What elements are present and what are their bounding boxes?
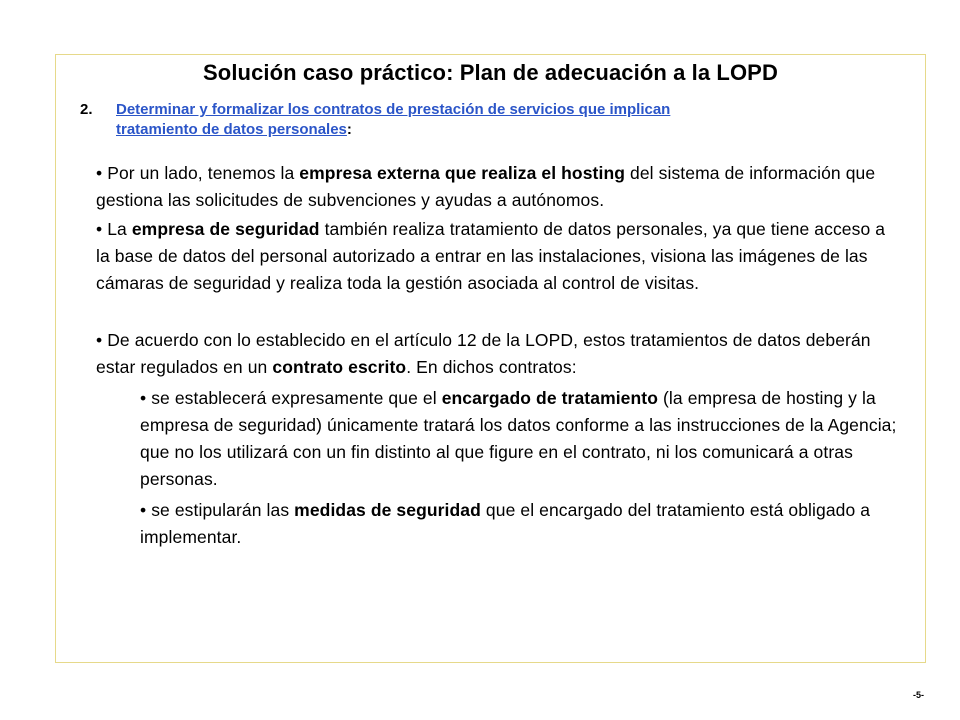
paragraph-seguridad	[96, 216, 896, 297]
text-run: también realiza tratamiento de datos personales, ya que tiene acceso a la base de datos del personal autorizado a entrar en las instalaciones, visiona las imágenes de las cámaras de seguridad y realiza toda la gestión asociada al control de visitas.	[96, 219, 886, 293]
bold-run: encargado de tratamiento	[441, 388, 659, 408]
subparagraph-medidas	[140, 497, 900, 551]
section-title	[116, 100, 820, 140]
text-run: (la empresa de hosting y la empresa de seguridad) únicamente tratará los datos conforme a las instrucciones de la Agencia; que no los utilizará con un fin distinto al que figure en el contrato, ni los comunicará a otras personas.	[140, 388, 897, 489]
bullet: •	[96, 219, 103, 239]
bullet: •	[96, 163, 103, 183]
section-title-line1[interactable]: Determinar y formalizar los contratos de prestación de servicios que implican	[116, 101, 671, 118]
subparagraph-encargado	[140, 385, 900, 493]
text-run: se estipularán las	[146, 500, 295, 520]
bold-run: empresa externa que realiza el hosting	[299, 163, 626, 183]
text-run: La	[102, 219, 132, 239]
bold-run: contrato escrito	[272, 357, 407, 377]
page-title: Solución caso práctico: Plan de adecuación a la LOPD	[203, 60, 778, 85]
text-run: se establecerá expresamente que el	[146, 388, 442, 408]
page-number: -5-	[913, 690, 924, 700]
paragraph-hosting	[96, 160, 896, 214]
section-number: 2.	[80, 101, 93, 118]
bullet: •	[96, 330, 103, 350]
text-run: De acuerdo con lo establecido en el artículo 12 de la LOPD, estos tratamientos de datos deberán estar regulados en un	[96, 330, 871, 377]
bullet: •	[140, 388, 147, 408]
text-run: Por un lado, tenemos la	[102, 163, 300, 183]
bullet: •	[140, 500, 147, 520]
bold-run: empresa de seguridad	[131, 219, 320, 239]
bold-run: medidas de seguridad	[294, 500, 481, 520]
text-run: que el encargado del tratamiento está obligado a implementar.	[140, 500, 871, 547]
section-colon: :	[346, 121, 352, 138]
text-run: . En dichos contratos:	[406, 357, 577, 377]
section-title-line2[interactable]: tratamiento de datos personales	[116, 121, 347, 138]
section-heading	[80, 100, 820, 140]
text-run: del sistema de información que gestiona las solicitudes de subvenciones y ayudas a autónomos.	[96, 163, 876, 210]
paragraph-articulo-12	[96, 327, 896, 381]
